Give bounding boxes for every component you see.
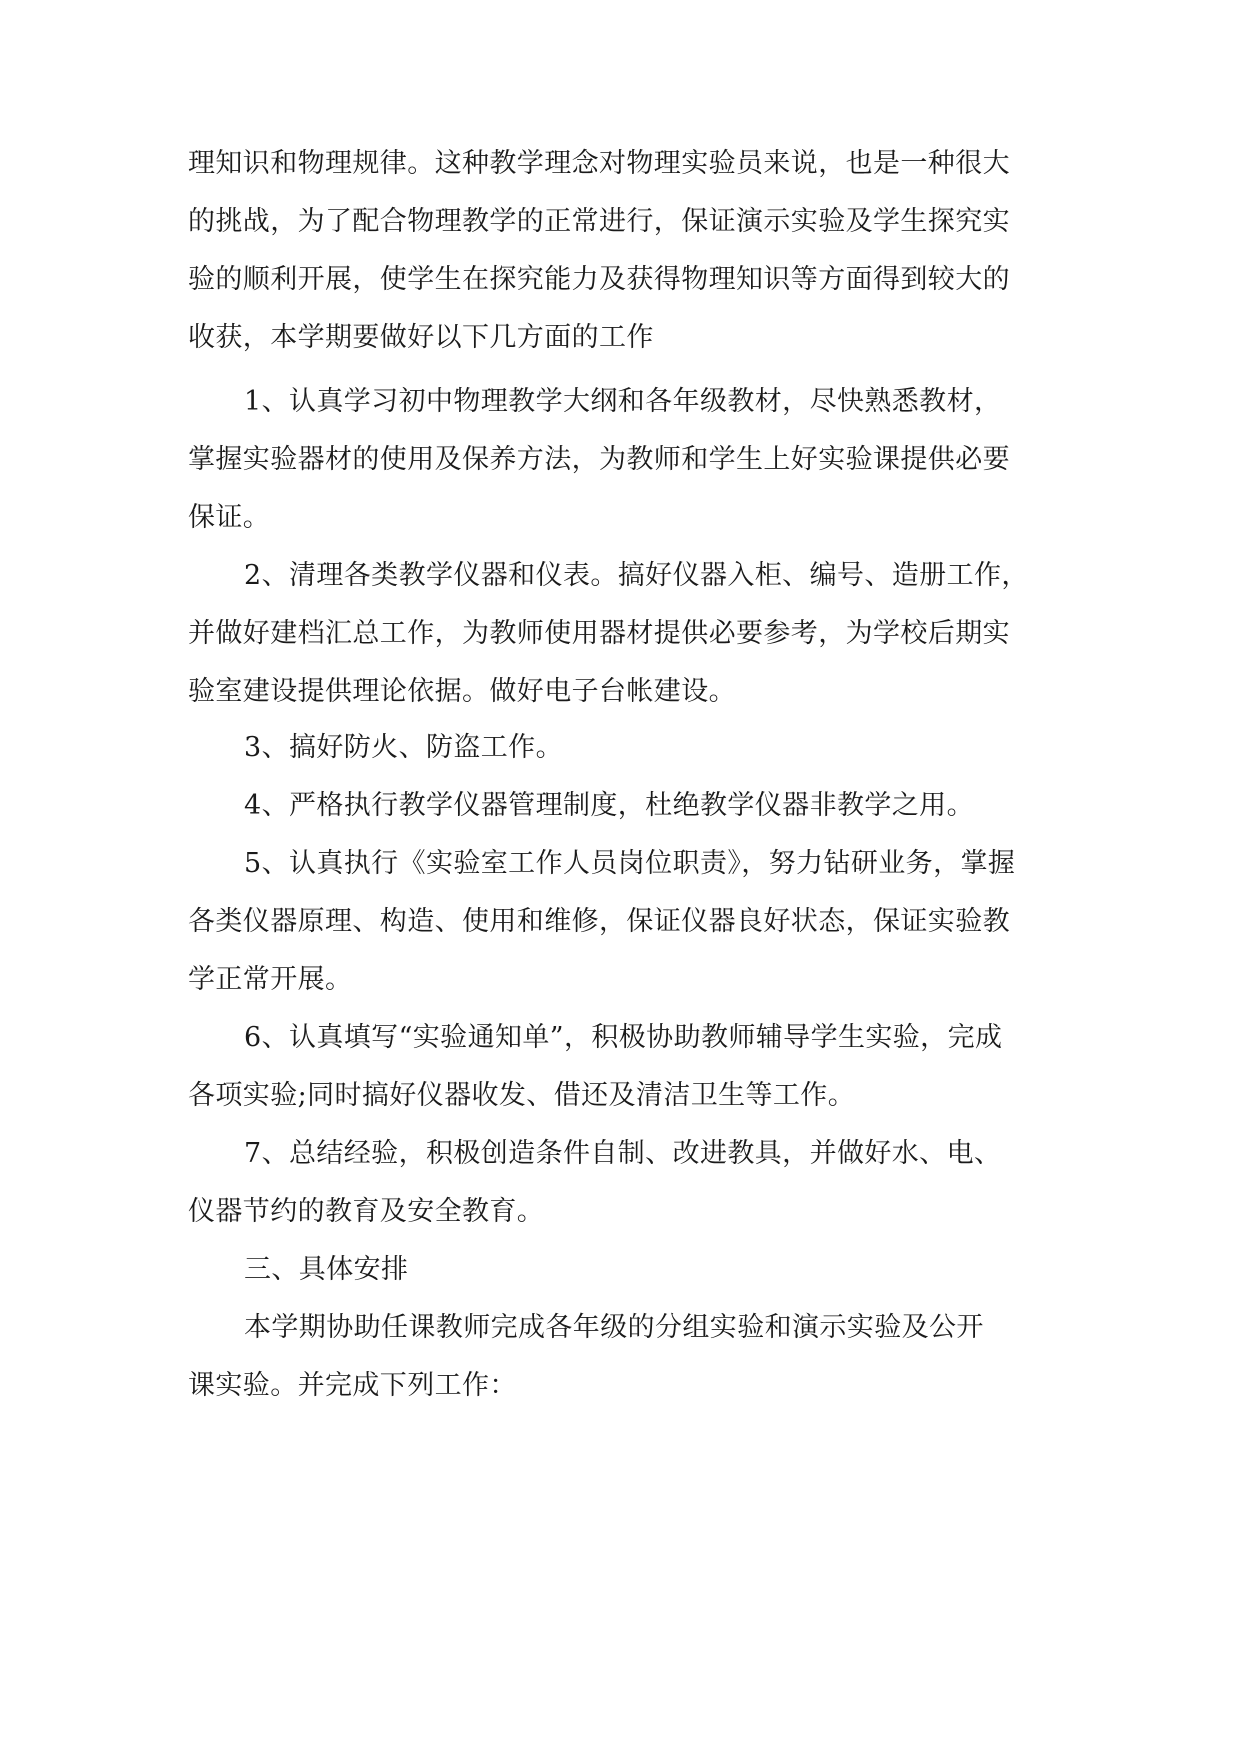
paragraph-line: 收获，本学期要做好以下几方面的工作 (188, 322, 654, 353)
list-item-2-line: 验室建设提供理论依据。做好电子台帐建设。 (188, 676, 736, 707)
list-item-5-line: 学正常开展。 (188, 964, 353, 995)
list-item-1-line: 掌握实验器材的使用及保养方法，为教师和学生上好实验课提供必要 (188, 444, 1010, 475)
paragraph-line: 本学期协助任课教师完成各年级的分组实验和演示实验及公开 (244, 1312, 984, 1343)
paragraph-line: 验的顺利开展，使学生在探究能力及获得物理知识等方面得到较大的 (188, 264, 1010, 295)
list-item-7-line: 7、总结经验，积极创造条件自制、改进教具，并做好水、电、 (244, 1138, 1002, 1169)
section-heading: 三、具体安排 (244, 1254, 409, 1285)
list-item-6-line: 各项实验;同时搞好仪器收发、借还及清洁卫生等工作。 (188, 1080, 856, 1111)
paragraph-line: 课实验。并完成下列工作： (188, 1370, 517, 1401)
list-item-1-line: 保证。 (188, 502, 271, 533)
list-item-6-line: 6、认真填写“实验通知单”，积极协助教师辅导学生实验，完成 (244, 1022, 1003, 1053)
list-item-4-line: 4、严格执行教学仪器管理制度，杜绝教学仪器非教学之用。 (244, 790, 974, 821)
list-item-3-line: 3、搞好防火、防盗工作。 (244, 732, 563, 763)
list-item-5-line: 5、认真执行《实验室工作人员岗位职责》，努力钻研业务，掌握 (244, 848, 1016, 879)
paragraph-line: 理知识和物理规律。这种教学理念对物理实验员来说，也是一种很大 (188, 148, 1010, 179)
list-item-2-line: 并做好建档汇总工作，为教师使用器材提供必要参考，为学校后期实 (188, 618, 1010, 649)
paragraph-line: 的挑战，为了配合物理教学的正常进行，保证演示实验及学生探究实 (188, 206, 1010, 237)
list-item-1-line: 1、认真学习初中物理教学大纲和各年级教材，尽快熟悉教材， (244, 386, 1002, 417)
list-item-2-line: 2、清理各类教学仪器和仪表。搞好仪器入柜、编号、造册工作， (244, 560, 1029, 591)
list-item-7-line: 仪器节约的教育及安全教育。 (188, 1196, 545, 1227)
list-item-5-line: 各类仪器原理、构造、使用和维修，保证仪器良好状态，保证实验教 (188, 906, 1010, 937)
